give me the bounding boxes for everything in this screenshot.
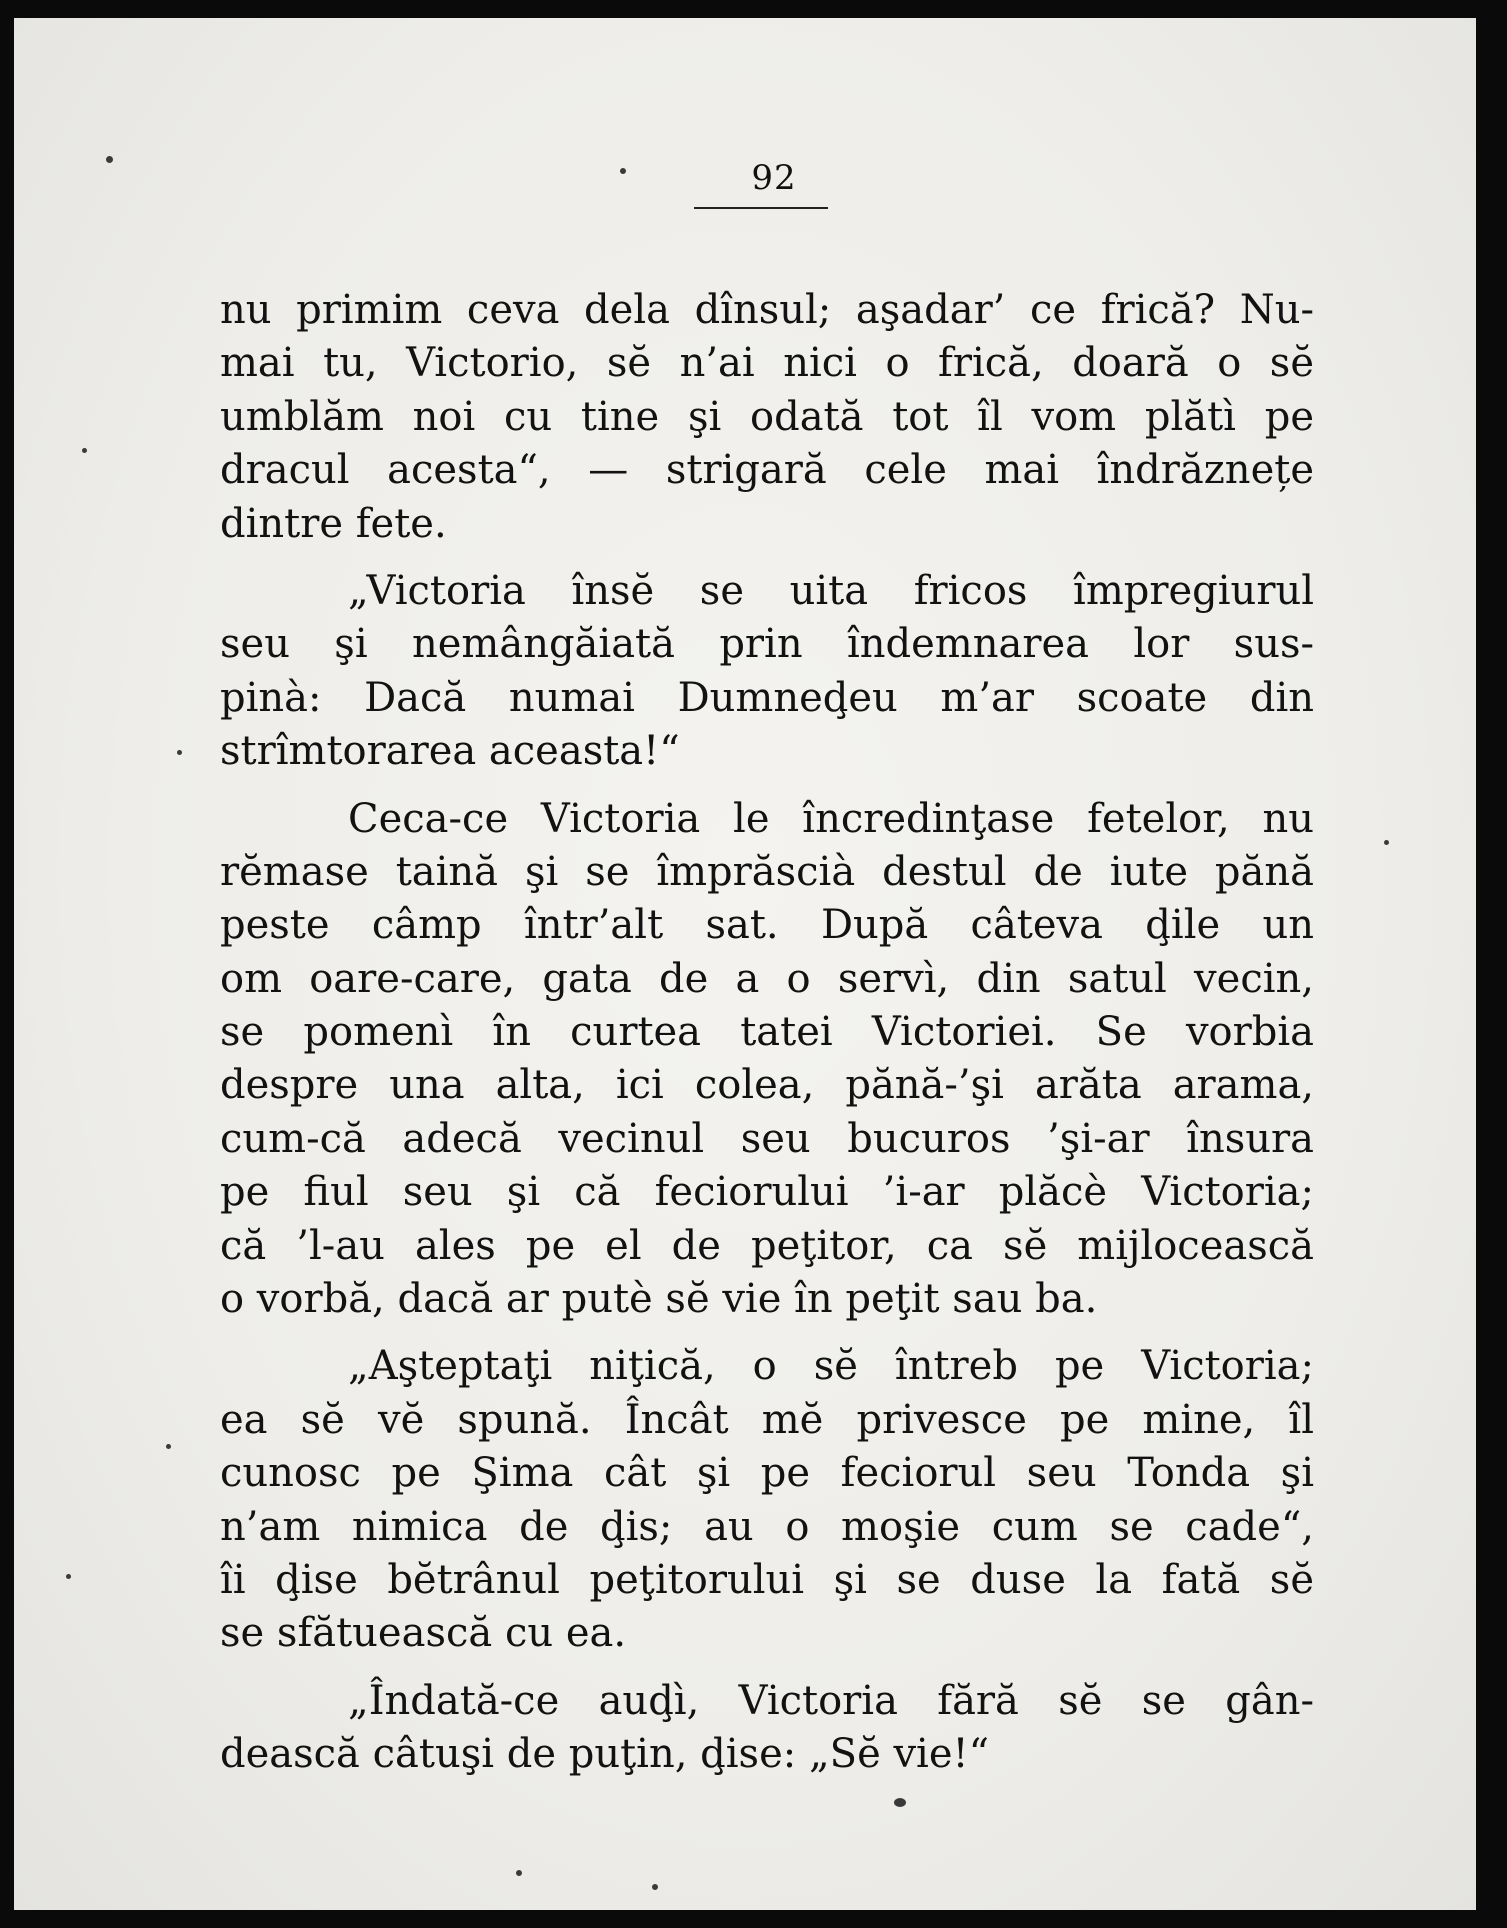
text-line: mai tu, Victorio, sĕ n’ai nici o frică, doară o sĕ: [220, 340, 1314, 387]
paragraph: [220, 284, 1314, 551]
page-number: 92: [751, 158, 797, 198]
text-line: dească câtuşi de puţin, ḑise: „Sĕ vie!“: [220, 1731, 990, 1778]
dust-speck: [82, 448, 87, 453]
dust-speck: [1384, 840, 1389, 845]
dust-speck: [166, 1444, 171, 1449]
text-line: n’am nimica de ḑis; au o moşie cum se cade“,: [220, 1503, 1314, 1550]
text-line: „Aşteptaţi niţică, o sĕ întreb pe Victoria;: [348, 1343, 1314, 1390]
text-line: se pomenì în curtea tatei Victoriei. Se vorbia: [220, 1009, 1314, 1056]
text-line: strîmtorarea aceasta!“: [220, 728, 680, 775]
text-line: ea sĕ vĕ spună. Încât mĕ privesce pe mine, îl: [220, 1396, 1314, 1443]
text-line: seu şi nemângăiată prin îndemnarea lor sus-: [220, 621, 1314, 668]
text-line: „Victoria însĕ se uita fricos împregiurul: [348, 567, 1314, 614]
text-line: umblăm noi cu tine şi odată tot îl vom plătì pe: [220, 393, 1314, 440]
paragraph: [220, 1675, 1314, 1782]
dust-speck: [516, 1870, 522, 1876]
text-line: se sfătuească cu ea.: [220, 1610, 627, 1657]
paragraph: [220, 793, 1314, 1327]
text-line: cum-că adecă vecinul seu bucuros ’şi-ar însura: [220, 1115, 1314, 1162]
text-line: despre una alta, ici colea, pănă-’şi arăta arama,: [220, 1062, 1314, 1109]
text-line: Ceca-ce Victoria le încredinţase fetelor, nu: [348, 795, 1314, 842]
text-line: peste câmp într’alt sat. După câteva ḑile un: [220, 902, 1314, 949]
paragraph: [220, 1340, 1314, 1660]
text-line: nu primim ceva dela dînsul; aşadar’ ce frică? Nu-: [220, 287, 1314, 333]
text-line: o vorbă, dacă ar putè sĕ vie în peţit sau ba.: [220, 1276, 1098, 1323]
text-line: rĕmase taină şi se împrăscià destul de iute pănă: [220, 848, 1314, 895]
text-line: dracul acesta“, — strigară cele mai îndrăznețe: [220, 447, 1314, 494]
text-line: pe fiul seu şi că feciorului ’i-ar plăcè Victoria;: [220, 1169, 1314, 1216]
dust-speck: [620, 168, 626, 174]
text-line: om oare-care, gata de a o servì, din satul vecin,: [220, 955, 1314, 1002]
dust-speck: [894, 1798, 906, 1807]
text-line: „Îndată-ce auḑì, Victoria fără sĕ se gân-: [348, 1677, 1314, 1724]
text-line: pinà: Dacă numai Dumneḑeu m’ar scoate din: [220, 674, 1314, 721]
text-line: dintre fete.: [220, 500, 447, 547]
page-number-rule: [694, 207, 828, 209]
text-line: îi ḑise bĕtrânul peţitorului şi se duse la fată sĕ: [220, 1556, 1314, 1603]
body-text: [220, 284, 1314, 1782]
book-page: [14, 18, 1476, 1910]
dust-speck: [106, 156, 113, 163]
paragraph: [220, 565, 1314, 779]
text-line: că ’l-au ales pe el de peţitor, ca sĕ mijlocească: [220, 1222, 1314, 1269]
text-line: cunosc pe Şima cât şi pe feciorul seu Tonda şi: [220, 1450, 1314, 1497]
dust-speck: [66, 1574, 71, 1579]
dust-speck: [652, 1884, 658, 1890]
dust-speck: [177, 750, 182, 755]
